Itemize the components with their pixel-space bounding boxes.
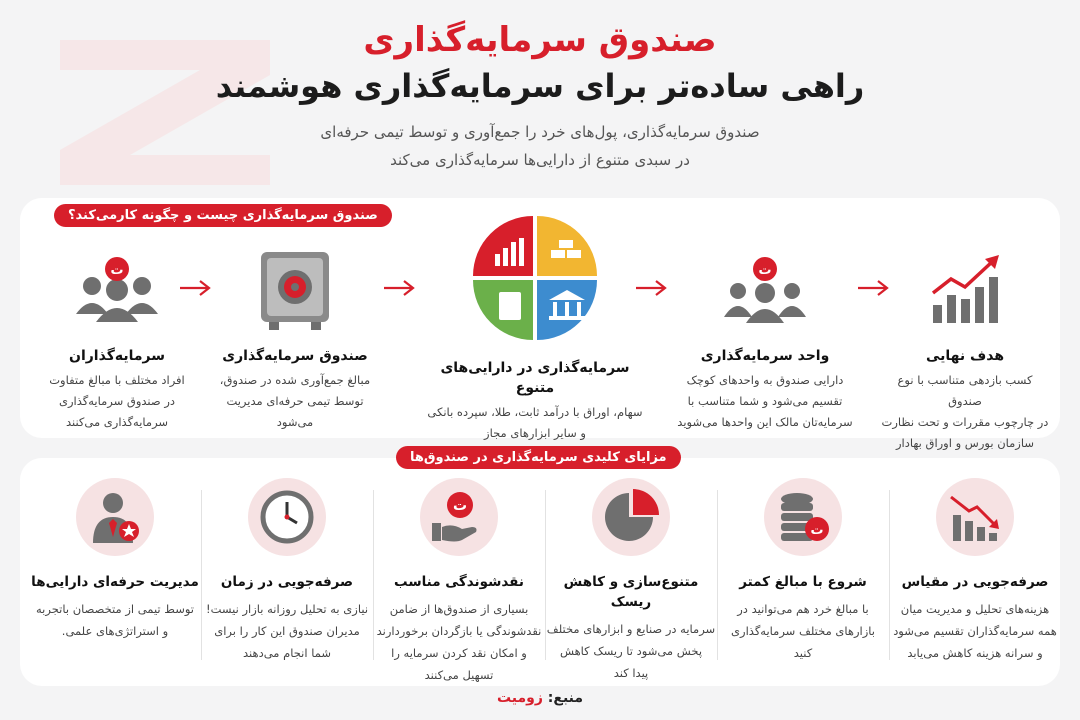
- assets-quadrant-icon: [473, 216, 597, 340]
- investors-icon: [74, 256, 160, 326]
- svg-text:ت: ت: [452, 498, 468, 514]
- step-description: [42, 370, 192, 433]
- page-title: صندوق سرمایه‌گذاری: [363, 20, 717, 60]
- benefit-line: نقدشوندگی یا بازگردان برخوردارند: [376, 624, 542, 638]
- benefit-description: [890, 598, 1060, 664]
- step-line: در صندوق سرمایه‌گذاری: [58, 394, 175, 408]
- step-description: [880, 370, 1050, 454]
- step-line: تقسیم می‌شود و شما متناسب با: [687, 394, 843, 408]
- benefit-description: [202, 598, 372, 664]
- step-title: سرمایه‌گذاری در دارایی‌های متنوع: [440, 360, 630, 396]
- arrow-icon: [634, 278, 668, 298]
- benefit-line: مدیران صندوق این کار را برای: [214, 624, 360, 638]
- process-panel: [20, 198, 1060, 450]
- step-diversified-assets: [420, 208, 650, 444]
- page-description: [0, 118, 1080, 174]
- step-investors: [42, 246, 192, 433]
- step-line: مبالغ جمع‌آوری شده در صندوق،: [219, 373, 371, 387]
- benefits-label: مزایای کلیدی سرمایه‌گذاری در صندوق‌ها: [396, 446, 681, 469]
- description-line: صندوق سرمایه‌گذاری، پول‌های خرد را جمع‌آوری و توسط تیمی حرفه‌ای: [320, 123, 760, 141]
- units-icon: [720, 255, 810, 327]
- svg-text:ت: ت: [110, 263, 124, 278]
- source-label: منبع:: [547, 690, 584, 706]
- step-units: [670, 246, 860, 433]
- benefit-economies-of-scale: [890, 478, 1060, 664]
- benefit-line: شما انجام می‌دهند: [243, 646, 331, 660]
- step-line: سرمایه‌تان مالک این واحدها می‌شوید: [677, 415, 853, 429]
- step-line: سرمایه‌گذاری می‌کنند: [65, 415, 169, 429]
- benefit-line: همه سرمایه‌گذاران تقسیم می‌شود: [893, 624, 1057, 638]
- benefit-line: بازارهای مختلف سرمایه‌گذاری: [731, 624, 875, 638]
- description-line: در سبدی متنوع از دارایی‌ها سرمایه‌گذاری می‌کند: [390, 151, 690, 169]
- benefit-description: [546, 618, 716, 684]
- benefit-title: صرفه‌جویی در مقیاس: [901, 574, 1049, 590]
- step-line: سهام، اوراق با درآمد ثابت، طلا، سپرده بانکی: [427, 405, 643, 419]
- svg-text:ت: ت: [810, 523, 824, 538]
- benefit-professional-management: [30, 478, 200, 642]
- benefit-diversification: [546, 478, 716, 684]
- step-line: می‌شود: [276, 415, 314, 429]
- benefit-description: [718, 598, 888, 664]
- step-description: [420, 402, 650, 444]
- declining-cost-icon: [947, 489, 1003, 545]
- safe-icon: [257, 250, 333, 332]
- step-line: در چارچوب مقررات و تحت نظارت: [881, 415, 1049, 429]
- step-title: صندوق سرمایه‌گذاری: [222, 348, 368, 364]
- benefit-description: [374, 598, 544, 686]
- benefit-line: سرمایه در صنایع و ابزارهای مختلف: [546, 622, 716, 636]
- svg-text:ت: ت: [758, 263, 772, 278]
- coins-stack-icon: [775, 489, 831, 545]
- step-line: افراد مختلف با مبالغ متفاوت: [49, 373, 185, 387]
- step-title: سرمایه‌گذاران: [69, 348, 165, 364]
- step-line: کسب بازدهی متناسب با نوع صندوق: [897, 373, 1033, 408]
- benefit-time-saving: [202, 478, 372, 664]
- growth-chart-icon: [927, 253, 1003, 329]
- benefit-title: مدیریت حرفه‌ای دارایی‌ها: [31, 574, 199, 590]
- benefit-title: صرفه‌جویی در زمان: [220, 574, 354, 590]
- step-description: [670, 370, 860, 433]
- benefit-title: متنوع‌سازی و کاهش ریسک: [563, 574, 699, 610]
- clock-icon: [260, 490, 314, 544]
- source-credit: [0, 690, 1080, 706]
- benefit-line: و استراتژی‌های علمی.: [61, 624, 169, 638]
- pie-chart-icon: [603, 489, 659, 545]
- benefit-title: شروع با مبالغ کمتر: [739, 574, 867, 590]
- hand-coin-icon: [430, 489, 488, 545]
- benefit-liquidity: [374, 478, 544, 686]
- step-line: و سایر ابزارهای مجاز: [484, 426, 586, 440]
- source-name: زومیت: [496, 690, 543, 706]
- step-line: دارایی صندوق به واحدهای کوچک: [686, 373, 844, 387]
- benefit-line: با مبالغ خرد هم می‌توانید در: [737, 602, 869, 616]
- benefit-line: هزینه‌های تحلیل و مدیریت میان: [900, 602, 1050, 616]
- step-title: واحد سرمایه‌گذاری: [700, 348, 830, 364]
- benefit-line: توسط تیمی از متخصصان باتجربه: [36, 602, 194, 616]
- benefit-line: و امکان نقد کردن سرمایه را: [391, 646, 527, 660]
- benefit-line: کنید: [793, 646, 813, 660]
- arrow-icon: [382, 278, 416, 298]
- arrow-icon: [178, 278, 212, 298]
- step-line: سازمان بورس و اوراق بهادار: [895, 436, 1034, 450]
- benefit-title: نقدشوندگی مناسب: [394, 574, 524, 590]
- step-goal: [880, 246, 1050, 454]
- step-line: توسط تیمی حرفه‌ای مدیریت: [226, 394, 364, 408]
- step-description: [210, 370, 380, 433]
- benefit-line: بسیاری از صندوق‌ها از ضامن: [389, 602, 529, 616]
- benefit-low-entry: [718, 478, 888, 664]
- benefit-line: تسهیل می‌کنند: [424, 668, 494, 682]
- page-subtitle: راهی ساده‌تر برای سرمایه‌گذاری هوشمند: [215, 67, 865, 105]
- step-fund: [210, 246, 380, 433]
- benefit-description: [30, 598, 200, 642]
- benefit-line: نیازی به تحلیل روزانه بازار نیست!: [205, 602, 369, 616]
- benefit-line: پخش می‌شود تا ریسک کاهش: [559, 644, 703, 658]
- process-label: صندوق سرمایه‌گذاری چیست و چگونه کار‌می‌کند؟: [54, 204, 392, 227]
- benefit-line: و سرانه هزینه کاهش می‌یابد: [907, 646, 1043, 660]
- manager-icon: [87, 489, 143, 545]
- benefit-line: پیدا کند: [613, 666, 649, 680]
- header: [0, 18, 1080, 174]
- benefits-panel: [20, 450, 1060, 686]
- step-title: هدف نهایی: [925, 348, 1005, 364]
